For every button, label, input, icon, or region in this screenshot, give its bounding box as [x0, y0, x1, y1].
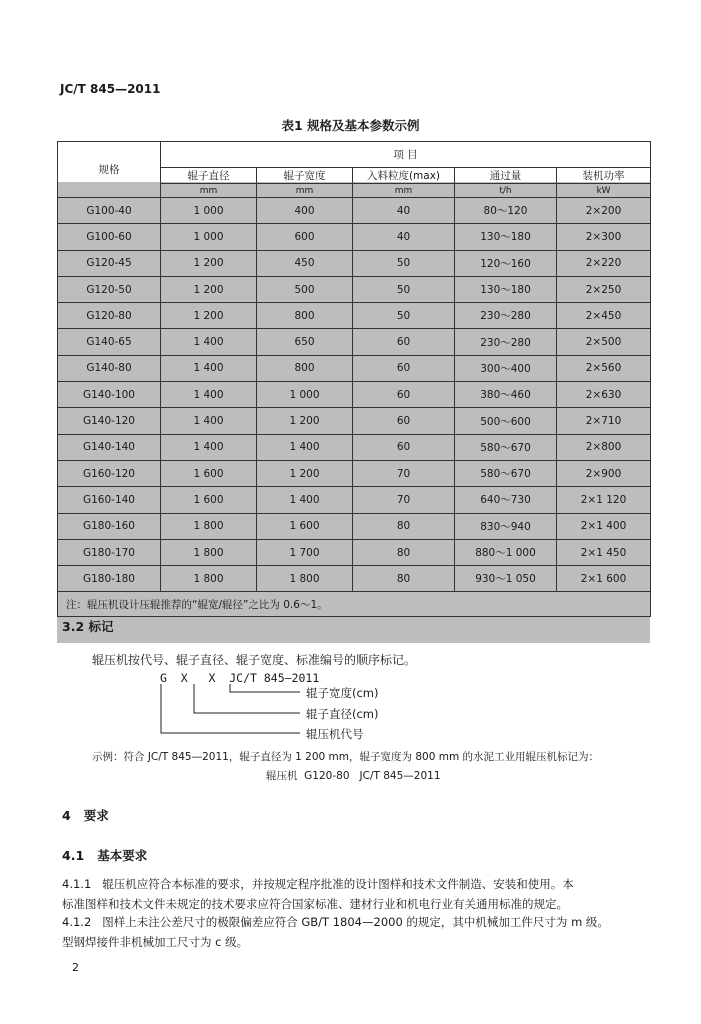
- value-cell: 60: [353, 329, 455, 355]
- value-cell: 1 000: [161, 198, 257, 224]
- value-cell: 2×560: [557, 355, 651, 381]
- spec-cell: G140-140: [58, 434, 161, 460]
- value-cell: 2×220: [557, 250, 651, 276]
- spec-column-header: 规格: [58, 142, 161, 198]
- value-cell: 50: [353, 276, 455, 302]
- value-cell: 2×300: [557, 224, 651, 250]
- spec-cell: G100-40: [58, 198, 161, 224]
- spec-cell: G140-100: [58, 382, 161, 408]
- value-cell: 2×500: [557, 329, 651, 355]
- value-cell: 70: [353, 460, 455, 486]
- value-cell: 2×1 600: [557, 566, 651, 592]
- value-cell: 800: [257, 303, 353, 329]
- value-cell: 80～120: [455, 198, 557, 224]
- column-unit: mm: [161, 184, 257, 198]
- value-cell: 580～670: [455, 460, 557, 486]
- group-header: 项 目: [161, 142, 651, 168]
- value-cell: 1 600: [257, 513, 353, 539]
- column-header: 辊子宽度: [257, 168, 353, 184]
- spec-cell: G140-120: [58, 408, 161, 434]
- spec-cell: G100-60: [58, 224, 161, 250]
- value-cell: 1 800: [161, 566, 257, 592]
- value-cell: 50: [353, 250, 455, 276]
- clause-4-1-1: [62, 874, 662, 914]
- column-unit: mm: [353, 184, 455, 198]
- value-cell: 80: [353, 566, 455, 592]
- label-machine-code: 辊压机代号: [306, 727, 364, 741]
- column-unit: t/h: [455, 184, 557, 198]
- clause-line: 型钢焊接件非机械加工尺寸为 c 级。: [62, 935, 249, 949]
- value-cell: 1 400: [161, 434, 257, 460]
- value-cell: 1 400: [161, 382, 257, 408]
- value-cell: 1 400: [161, 408, 257, 434]
- value-cell: 2×450: [557, 303, 651, 329]
- value-cell: 2×630: [557, 382, 651, 408]
- value-cell: 40: [353, 198, 455, 224]
- value-cell: 230～280: [455, 303, 557, 329]
- value-cell: 640～730: [455, 487, 557, 513]
- spec-cell: G160-140: [58, 487, 161, 513]
- section-3-2-title: 3.2 标记: [62, 619, 114, 634]
- clause-line: 标准图样和技术文件未规定的技术要求应符合国家标准、建材行业和机电行业有关通用标准的规定。: [62, 897, 568, 911]
- page-number: 2: [72, 961, 79, 974]
- value-cell: 40: [353, 224, 455, 250]
- value-cell: 1 600: [161, 487, 257, 513]
- column-header: 入料粒度(max): [353, 168, 455, 184]
- clause-line: 4.1.2 图样上未注公差尺寸的极限偏差应符合 GB/T 1804—2000 的规定，其中机械加工件尺寸为 m 级。: [62, 915, 609, 929]
- column-unit: kW: [557, 184, 651, 198]
- value-cell: 1 200: [161, 276, 257, 302]
- value-cell: 930～1 050: [455, 566, 557, 592]
- value-cell: 80: [353, 513, 455, 539]
- table-note: 注：辊压机设计压辊推荐的“辊宽/辊径”之比为 0.6～1。: [58, 592, 651, 617]
- value-cell: 1 400: [161, 355, 257, 381]
- value-cell: 1 800: [257, 566, 353, 592]
- spec-cell: G120-50: [58, 276, 161, 302]
- value-cell: 300～400: [455, 355, 557, 381]
- value-cell: 1 200: [257, 460, 353, 486]
- value-cell: 1 000: [161, 224, 257, 250]
- value-cell: 380～460: [455, 382, 557, 408]
- value-cell: 130～180: [455, 224, 557, 250]
- value-cell: 1 400: [161, 329, 257, 355]
- value-cell: 70: [353, 487, 455, 513]
- column-unit: mm: [257, 184, 353, 198]
- value-cell: 60: [353, 434, 455, 460]
- value-cell: 1 800: [161, 513, 257, 539]
- value-cell: 450: [257, 250, 353, 276]
- value-cell: 1 800: [161, 539, 257, 565]
- value-cell: 230～280: [455, 329, 557, 355]
- marking-template: G X X JC/T 845—2011: [160, 671, 320, 685]
- section-4-1-title: 4.1 基本要求: [62, 848, 148, 863]
- value-cell: 2×800: [557, 434, 651, 460]
- value-cell: 2×900: [557, 460, 651, 486]
- value-cell: 2×710: [557, 408, 651, 434]
- value-cell: 60: [353, 382, 455, 408]
- value-cell: 880～1 000: [455, 539, 557, 565]
- value-cell: 2×200: [557, 198, 651, 224]
- spec-cell: G120-45: [58, 250, 161, 276]
- spec-cell: G180-180: [58, 566, 161, 592]
- spec-cell: G180-170: [58, 539, 161, 565]
- label-roller-width: 辊子宽度(cm): [306, 686, 379, 700]
- value-cell: 50: [353, 303, 455, 329]
- value-cell: 500: [257, 276, 353, 302]
- spec-cell: G140-80: [58, 355, 161, 381]
- clause-4-1-2: [62, 912, 662, 952]
- value-cell: 1 000: [257, 382, 353, 408]
- section-4-title: 4 要求: [62, 808, 109, 823]
- spec-cell: G160-120: [58, 460, 161, 486]
- marking-example-code: 辊压机 G120-80 JC/T 845—2011: [266, 770, 441, 782]
- clause-line: 4.1.1 辊压机应符合本标准的要求，并按规定程序批准的设计图样和技术文件制造、安装和使用。本: [62, 877, 574, 891]
- standard-code-header: JC/T 845—2011: [60, 82, 161, 96]
- value-cell: 1 200: [161, 303, 257, 329]
- label-roller-diameter: 辊子直径(cm): [306, 707, 379, 721]
- value-cell: 120～160: [455, 250, 557, 276]
- marking-description: 辊压机按代号、辊子直径、辊子宽度、标准编号的顺序标记。: [92, 653, 417, 667]
- value-cell: 2×1 120: [557, 487, 651, 513]
- column-header: 通过量: [455, 168, 557, 184]
- value-cell: 1 600: [161, 460, 257, 486]
- value-cell: 1 200: [161, 250, 257, 276]
- marking-example: 示例：符合 JC/T 845—2011，辊子直径为 1 200 mm，辊子宽度为 800 mm 的水泥工业用辊压机标记为：: [92, 751, 600, 763]
- column-header: 装机功率: [557, 168, 651, 184]
- spec-cell: G180-160: [58, 513, 161, 539]
- value-cell: 580～670: [455, 434, 557, 460]
- value-cell: 1 400: [257, 487, 353, 513]
- value-cell: 1 200: [257, 408, 353, 434]
- spec-cell: G140-65: [58, 329, 161, 355]
- value-cell: 400: [257, 198, 353, 224]
- value-cell: 1 400: [257, 434, 353, 460]
- bracket-diameter: [194, 684, 300, 713]
- value-cell: 830～940: [455, 513, 557, 539]
- bracket-width: [230, 684, 300, 692]
- spec-cell: G120-80: [58, 303, 161, 329]
- value-cell: 80: [353, 539, 455, 565]
- value-cell: 500～600: [455, 408, 557, 434]
- table-caption: 表1 规格及基本参数示例: [281, 118, 420, 133]
- column-header: 辊子直径: [161, 168, 257, 184]
- value-cell: 2×1 450: [557, 539, 651, 565]
- value-cell: 2×1 400: [557, 513, 651, 539]
- value-cell: 2×250: [557, 276, 651, 302]
- value-cell: 800: [257, 355, 353, 381]
- value-cell: 650: [257, 329, 353, 355]
- value-cell: 1 700: [257, 539, 353, 565]
- value-cell: 130～180: [455, 276, 557, 302]
- value-cell: 60: [353, 408, 455, 434]
- value-cell: 60: [353, 355, 455, 381]
- value-cell: 600: [257, 224, 353, 250]
